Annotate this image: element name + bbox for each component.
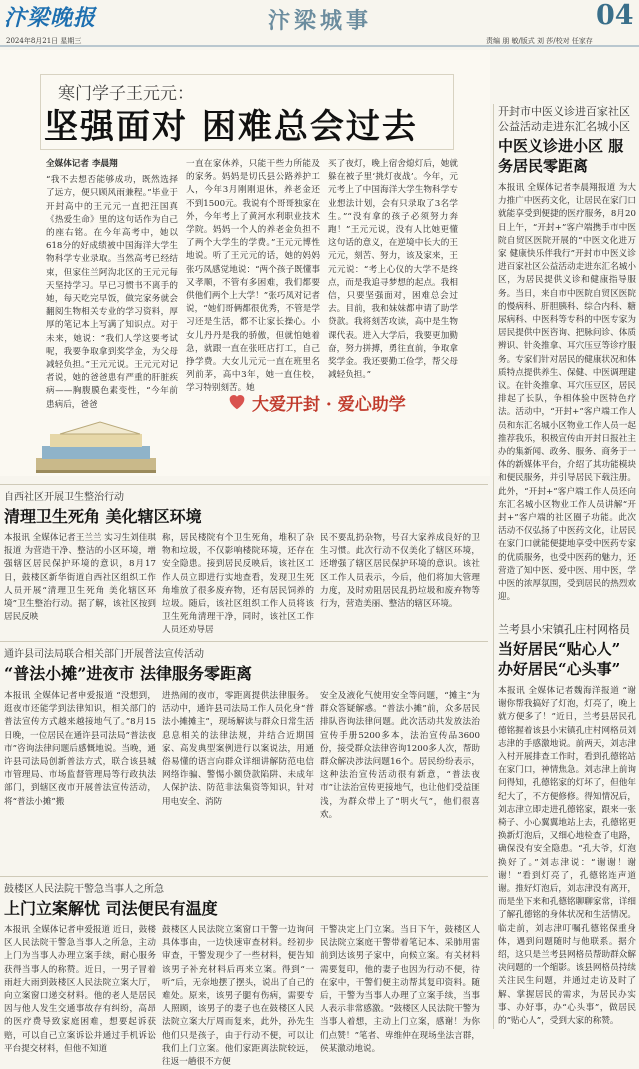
article-1-headline: 清理卫生死角 美化辖区环境 [4, 507, 202, 526]
rule-article-2 [0, 641, 488, 642]
article-3-column-2: 鼓楼区人民法院立案窗口干警一边询问具体事由，一边快速审查材料。经初步审查，干警发现少了一些材料，便告知该男子补充材料后再来立案。得到“一听”后，无奈地摆了摆头，说出了自己的难处。原来，该男子腿有伤病，需要专人照顾，该男子的妻子也在鼓楼区人民法院立案大厅周而复来，此外，孙先生他们只是孩子，由于行动不便，可以让我们上门立案。他们家距离法院较远，往返一趟很不方便 [162, 925, 314, 1068]
sidebar-story-1 [498, 104, 638, 602]
sidebar-story-1-body: 本报讯 全媒体记者李晨翔报道 为大力推广中医药文化，让居民在家门口就能享受到便捷的医疗服务，8月20日上午，“开封+”客户端携手市中医院自贸区医院开展的“中医文化进万家 健康快乐伴我行”开封市中医义诊进百家社区公益活动走进东汇名城小区，为居民提供义诊和健康指导服务。当日，来自市中医院自贸区医院的慢病科、肝胆胰科、综合内科、糖尿病科、中医科等专科的中医专家为居民提供中医咨询、把脉问诊、体质辨识、针灸推拿、耳穴压豆等诊疗服务。专家们针对居民的健康状况和体质特点提供养生、保健、中医调理建议。在针灸推拿、耳穴压豆区，居民排起了长队，争相体验中医特色疗法。活动中，“开封+”客户端工作人员和东汇名城小区物业工作人员一起推荐我乐，积极宣传由开封日报社主办的集新闻、政务、服务、商务于一体的新媒体平台，介绍了其功能模块和便民服务，并引导居民下载注册。此外，“开封+”客户端工作人员还向东汇名城小区物业工作人员讲解“开封+”客户端的社区圈子功能。此次活动不仅弘扬了中医药文化，让居民在家门口就能便捷地享受中医药专家的优质服务，也受中医药的魅力，还营造了知中医、爱中医、用中医，学中医的浓厚氛围，受到居民的热烈欢迎。 [498, 183, 636, 603]
article-1-heading [4, 488, 488, 527]
rule-article-3 [0, 876, 488, 877]
heart-icon [226, 390, 248, 412]
masthead-rule [0, 45, 639, 47]
article-3-column-1: 本报讯 全媒体记者申爱报道 近日，鼓楼区人民法院干警急当事人之所急，主动上门为当事人办理立案手续，耐心服务获得当事人的称赞。近日，一男子冒着雨赶大雨到鼓楼区人民法院立案大厅，向立案窗口递交材料。他的老人是居民因与他人发生交通事故存有纠纷，高昂的医疗费导致家庭困难，想要起诉获赔，可以自己立案诉讼并通过手机诉讼平台提交材料，但他不知道 [4, 925, 156, 1054]
article-2-column-2: 进热闹的夜市，零距离提供法律服务。活动中，通许县司法局工作人员化身“普法小摊摊主”，现场解读与群众日常生活息息相关的法律法规，并结合近期国家、高发典型案例进行以案说法，用通俗易懂的语言向群众详细讲解防范电信网络诈骗、警惕小额贷款陷阱、未成年人保护法、防范非法集资等知识，针对用电安全、消防 [162, 691, 314, 807]
sidebar-story-2-body: 本报讯 全媒体记者魏海洋报道 “谢谢你帮我搞好了灯泡，灯亮了，晚上就方便多了！”近日，兰考县居民孔德铭握着该县小宋镇孔庄村网格员刘志津的手感激地说。前两天，刘志津入村开展排查工作时，看到孔德铭站在家门口，神情焦急。刘志津上前询问得知，孔德铭家的灯坏了，但他年纪大了，不方便修修。得知情况后，刘志津立即走进孔德铭家，跟来一张椅子、小心翼翼地站上去，孔德铭更换新灯泡后，又细心地检查了电路，确保没有安全隐患。“孔大爷，灯泡换好了。”刘志津说：“谢谢！谢谢！”看到灯亮了，孔德铭连声道谢。推好灯泡后，刘志津没有离开，而是坐下来和孔德铭聊聊家常，详细了解孔德铭的身体状况和生活情况。临走前，刘志津叮嘱孔德铭保重身体，遇到问题随时与他联系。据介绍，这只是兰考县网格员帮助群众解决问题的一个缩影。该县网格员持续关注民生问题，并通过走访及时了解、掌握居民的需求，为居民办实事、办好事，办“心头事”，做居民的“贴心人”，受到大家的称赞。 [498, 686, 636, 1027]
sidebar-story-2-kicker: 兰考县小宋镇孔庄村网格员 [498, 623, 630, 636]
article-3-kicker: 鼓楼区人民法院干警急当事人之所急 [4, 884, 164, 895]
sidebar-story-1-headline: 中医义诊进小区 服务居民零距离 [498, 137, 624, 175]
article-3-headline: 上门立案解忧 司法便民有温度 [4, 899, 218, 918]
rule-article-1 [0, 484, 488, 485]
banner-text: 大爱开封 · 爱心助学 [252, 395, 406, 415]
lead-body-2: 一直在家休养，只能干些力所能及的家务。妈妈是切氏县公路养护工人，今年3月刚刚退休，养老金还不到1500元。我说有个哥哥独家在外，今年考上了黄河水利职业技术学院。妈妈一个人的养老金负担不了两个大学生的学费。”王元元博性地说。听了王元元的话，她的妈妈张巧凤感觉地说：“两个孩子既懂事又孝顺，不管有多困难，我们都要供他们两个上大学！”张巧凤对记者说，“她们哥俩都很优秀，不管是学习还是生活，都不让家长操心。小女儿丹丹是我的骄傲，但就怕她着急，就跟一直在张旺店打工，自己挣学费。大女儿元元一直在班里名列前茅，高中3年，她一直住校，学习特别刻苦。她 [186, 159, 320, 394]
article-1-column-2: 称，居民楼院有个卫生死角，堆积了杂物和垃圾，不仅影响楼院环境，还存在安全隐患。接到居民反映后，该社区工作人员立即进行实地查看，发现卫生死角堆放了很多废弃物，还有居民饲养的垃圾。随后，该社区组织工作人员将该卫生死角清理干净，同时，该社区工作人员还劝导居 [162, 533, 314, 636]
article-2-headline: “普法小摊”进夜市 法律服务零距离 [4, 664, 252, 683]
sidebar-story-2-headline: 当好居民“贴心人” 办好居民“心头事” [498, 640, 621, 678]
sidebar-story-2 [498, 622, 638, 1041]
article-1-column-1: 本报讯 全媒体记者王兰兰 实习生刘佳琪报道 为营造干净、整洁的小区环境，增强辖区居民保护环境的意识，8月17日，鼓楼区新华街道自西社区组织工作人员开展“清理卫生死角 美化辖区环境”卫生整治行动。据了解，该社区按到居民反映 [4, 533, 156, 623]
article-2-column-1: 本报讯 全媒体记者申爱报道 “没想到，逛夜市还能学到法律知识，相关部门的普法宣传方式越来越接地气了。”8月15日晚，一位居民在通许县司法局“普法夜市”咨询法律问题后感慨地说。当晚，通许县司法局创新普法方式，联合该县城市管理局、市场监督管理局等行政执法部门，到辖区夜市开展普法宣传活动，将“普法小摊”搬 [4, 691, 156, 807]
sidebar-divider [493, 104, 494, 1029]
lead-byline: 全媒体记者 李晨翔 [46, 159, 118, 169]
article-2-kicker: 通许县司法局联合相关部门开展普法宣传活动 [4, 649, 204, 660]
lead-kicker: 寒门学子王元元： [58, 84, 194, 104]
newspaper-logo: 汴梁晚报 [4, 5, 97, 31]
charity-banner [208, 382, 478, 424]
editors-credit: 责编 朋 敏/版式 刘 莎/校对 任家存 [486, 37, 593, 45]
lead-column-3 [328, 158, 458, 381]
section-title: 汴梁城事 [268, 8, 373, 34]
article-1-kicker: 自西社区开展卫生整治行动 [4, 492, 124, 503]
dateline: 2024年8月21日 星期三 [6, 37, 82, 45]
article-3-heading [4, 880, 488, 919]
article-3-column-3: 干警决定上门立案。当日下午，鼓楼区人民法院立案庭干警带着笔记本、采肺用雷前到达该男子家中，向候立案。有关材料需要复印，他的妻子也因为行动不便，待在家中，干警们便主动帮其复印资料。随后，干警为当事人办理了立案手续，当事人表示非常感激。“鼓楼区人民法院干警为当事人着想，主动上门立案，感谢！为你们点赞！”笔者、卑维仲在现场坐法言群，侯某激动地说。 [320, 925, 480, 1054]
lead-body-3: 买了夜灯，晚上宿舍熄灯后，她就躲在被子里‘挑灯夜战’。今年，元元考上了中国海洋大学生物科学专业想法计划，会有只录取了3名学生。”“没有拿的孩子必须努力奔跑！”王元元说，没有人比她更懂这句话的意义，在逆境中长大的王元元，刻苦、努力，该及家来，王元元说：“考上心仪的大学不是终点，而是我追寻梦想的起点。我相信，只要坚强面对，困难总会过去。目前，我和妹妹都申请了助学贷款。我将刻苦攻读，高中是生物课代表。进入大学后，我要更加勤奋，努力拼搏，勇往直前，争取拿奖学金。我还要勤工俭学，帮父母减轻负担。” [328, 159, 458, 381]
article-2-heading [4, 645, 488, 684]
lead-body-1: “我不去想否能够成功，既然选择了远方，便只顾风雨兼程。”毕业于开封高中的王元元一直把汪国真《热爱生命》里的这句话作为自己的座右铭。在今年高考中，她以618分的好成绩被中国海洋大学生物科学专业录取。当然高考已经结束，但家住兰阿沟北区的王元元每天坚持学习。早已习惯书不离手的她，每天吃完早饭，做完家务就会翻阅生物相关专业的学习资料，厚厚的笔记本上写满了知识点。对于未来，她说：“我们人学这要考试呢，我要争取拿到奖学金，为父母减轻负担。”王元元说。王元元对记者说，她的爸爸患有严重的肝脏疾病——胸腹膜色素变性，“今年前患病后，爸爸 [46, 175, 178, 410]
article-2-column-3: 安全及液化气使用安全等问题，“摊主”为群众答疑解惑。“普法小摊”前，众多居民排队咨询法律问题。此次活动共发放法治宣传手册5200多本，法治宣传品3600份，接受群众法律咨询1200多人次，帮助群众解决涉法问题16个。居民纷纷表示，这种法治宣传活动很有新意，“普法夜市”让法治宣传更接地气，也让他们受益匪浅，为群众带上了“明火气”，他们很喜欢。 [320, 691, 480, 820]
books-illustration [30, 420, 170, 478]
sidebar-story-1-kicker: 开封市中医义诊进百家社区公益活动走进东汇名城小区 [498, 105, 630, 133]
lead-column-2 [186, 158, 320, 394]
article-1-column-3: 民不要乱扔杂物，号召大家养成良好的卫生习惯。此次行动不仅美化了辖区环境，还增强了辖区居民保护环境的意识。该社区工作人员表示，今后，他们将加大管理力度，及时劝阻居民乱扔垃圾和废弃物等行为，营造美丽、整洁的辖区环境。 [320, 533, 480, 610]
lead-column-1 [46, 158, 178, 410]
page-number: 04 [596, 0, 634, 31]
lead-headline: 坚强面对 困难总会过去 [44, 107, 418, 147]
